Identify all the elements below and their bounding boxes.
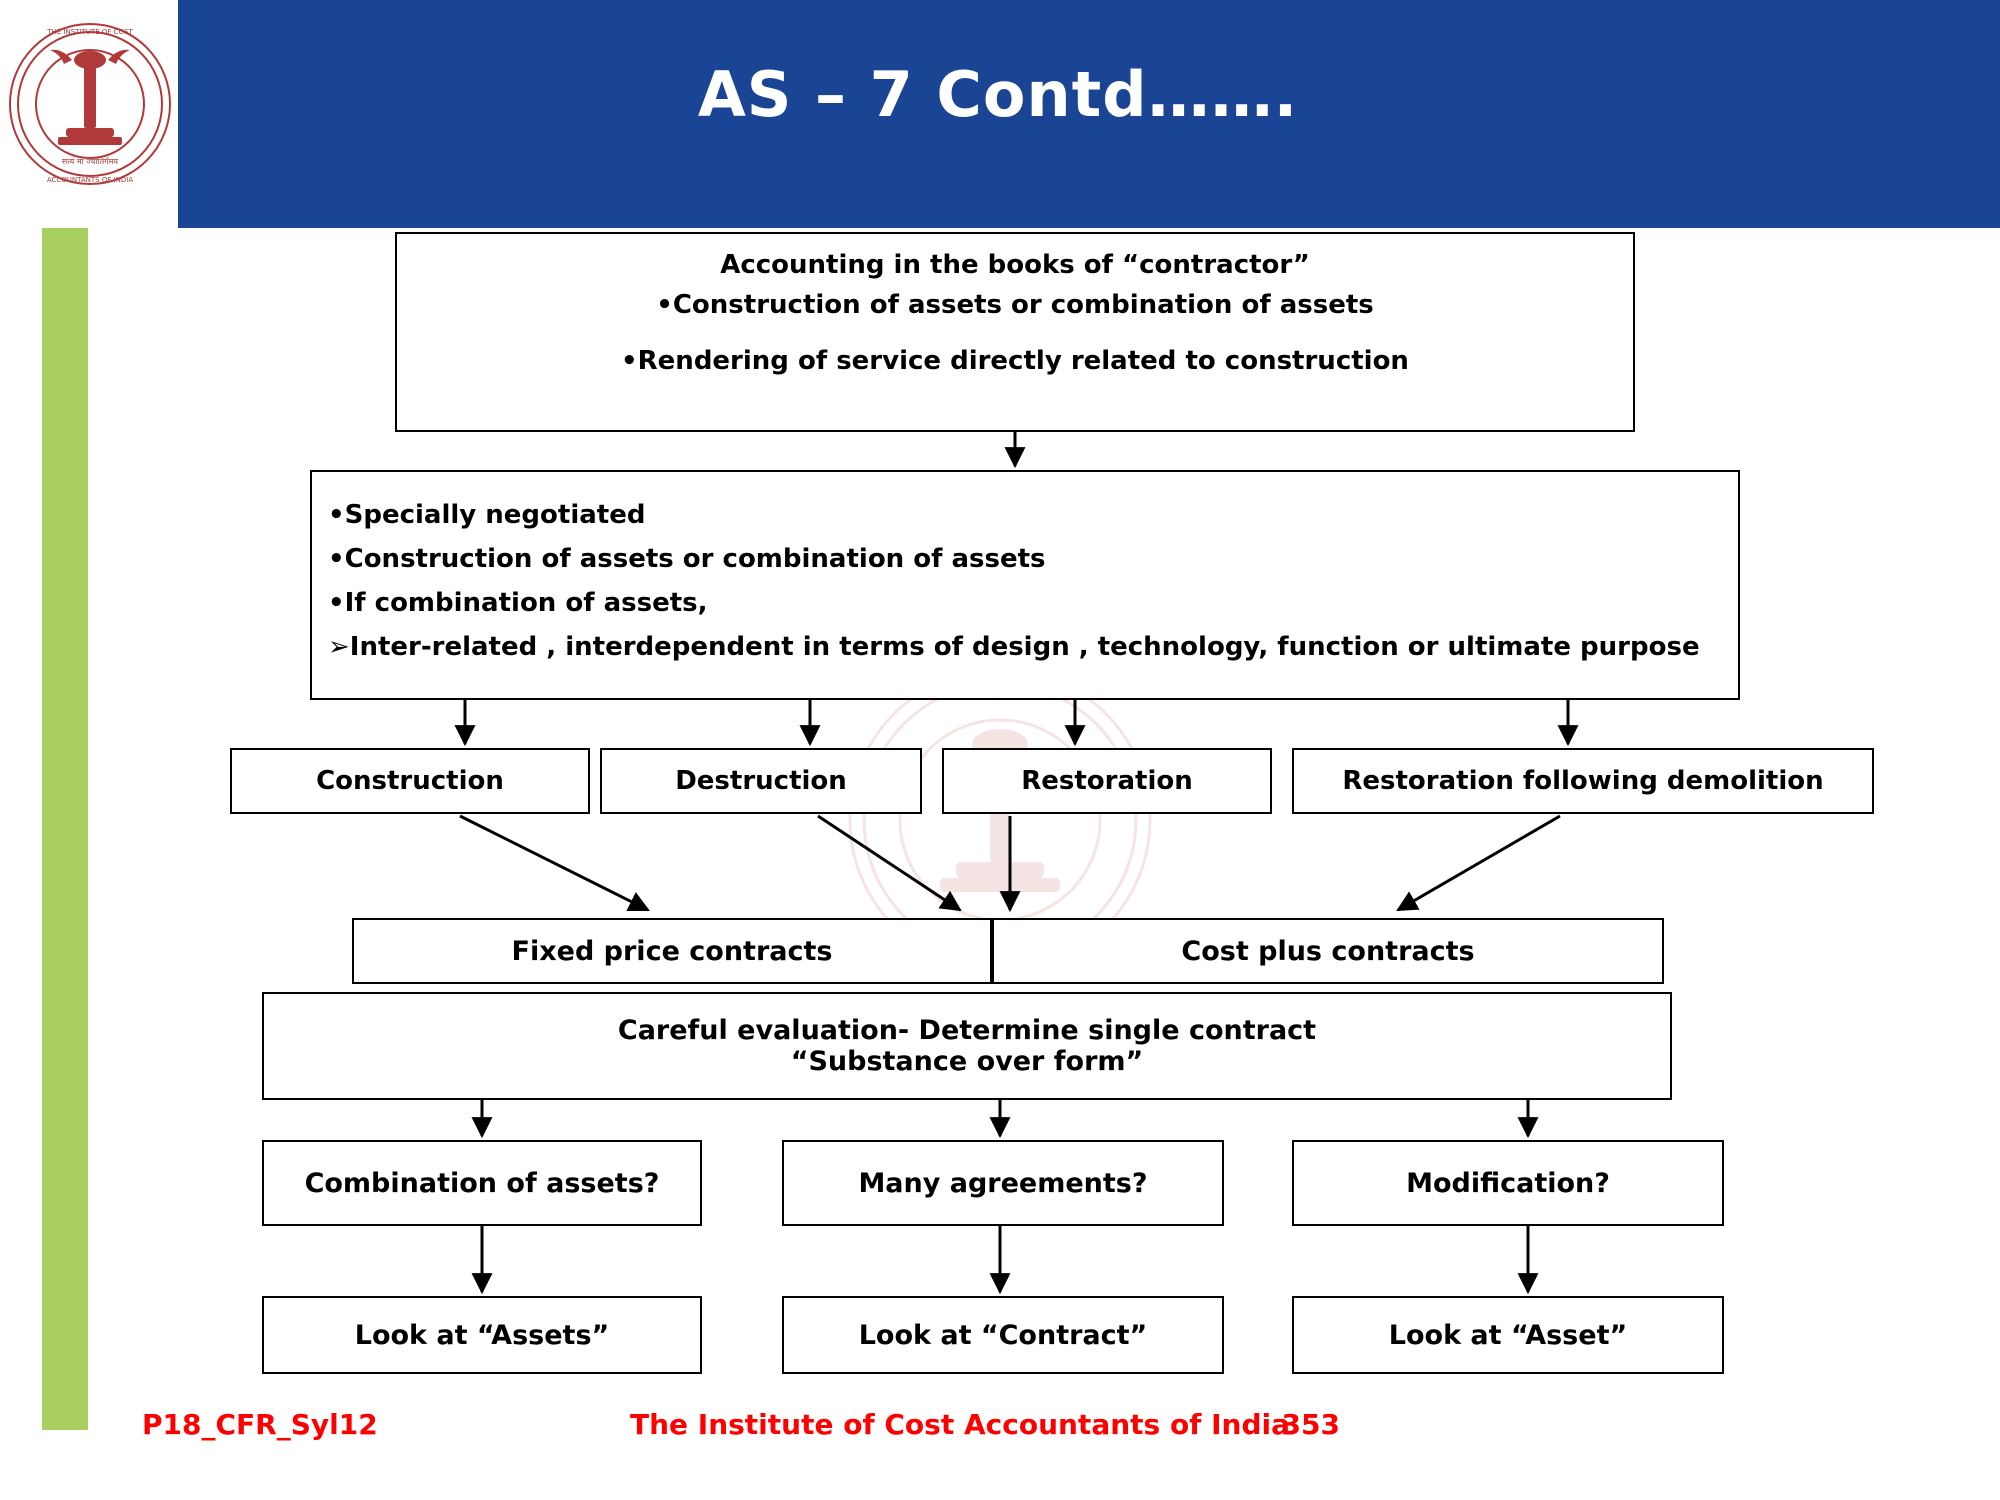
footer-syllabus-code: P18_CFR_Syl12 <box>142 1408 378 1441</box>
type-restoration-following-demolition-box: Restoration following demolition <box>1292 748 1874 814</box>
svg-text:ACCOUNTANTS OF INDIA: ACCOUNTANTS OF INDIA <box>46 176 134 184</box>
footer-page-number: 353 <box>1281 1408 1340 1441</box>
left-accent-bar <box>42 228 88 1430</box>
question-combination-of-assets-box: Combination of assets? <box>262 1140 702 1226</box>
footer <box>0 1408 2000 1468</box>
careful-evaluation-box <box>262 992 1672 1100</box>
criteria-item-2: •Construction of assets or combination of assets <box>328 544 1046 574</box>
criteria-item-4: ➢Inter-related , interdependent in terms of design , technology, function or ultimate purpose <box>328 632 1700 662</box>
answer-look-at-asset-box: Look at “Asset” <box>1292 1296 1724 1374</box>
contractor-accounting-line1: Accounting in the books of “contractor” <box>720 250 1310 280</box>
question-many-agreements-box: Many agreements? <box>782 1140 1224 1226</box>
answer-look-at-assets-box: Look at “Assets” <box>262 1296 702 1374</box>
careful-evaluation-line2: “Substance over form” <box>790 1046 1144 1077</box>
cost-plus-contracts-box: Cost plus contracts <box>992 918 1664 984</box>
question-modification-box: Modification? <box>1292 1140 1724 1226</box>
type-restoration-box: Restoration <box>942 748 1272 814</box>
criteria-item-1: •Specially negotiated <box>328 500 646 530</box>
contractor-accounting-box <box>395 232 1635 432</box>
svg-text:THE INSTITUTE OF COST: THE INSTITUTE OF COST <box>47 28 133 36</box>
contractor-accounting-line2: •Construction of assets or combination of assets <box>656 290 1374 320</box>
svg-text:सत्यं मा ज्योतिर्गमय: सत्यं मा ज्योतिर्गमय <box>61 157 119 166</box>
page-title: AS – 7 Contd……. <box>697 58 1299 131</box>
answer-look-at-contract-box: Look at “Contract” <box>782 1296 1224 1374</box>
title-banner <box>178 0 2000 228</box>
institute-logo <box>6 4 174 222</box>
type-destruction-box: Destruction <box>600 748 922 814</box>
fixed-price-contracts-box: Fixed price contracts <box>352 918 992 984</box>
contract-criteria-box <box>310 470 1740 700</box>
careful-evaluation-line1: Careful evaluation- Determine single contract <box>617 1015 1317 1046</box>
criteria-item-3: •If combination of assets, <box>328 588 708 618</box>
type-construction-box: Construction <box>230 748 590 814</box>
contractor-accounting-line3: •Rendering of service directly related to construction <box>621 346 1409 376</box>
footer-institute-name: The Institute of Cost Accountants of India <box>630 1408 1290 1441</box>
